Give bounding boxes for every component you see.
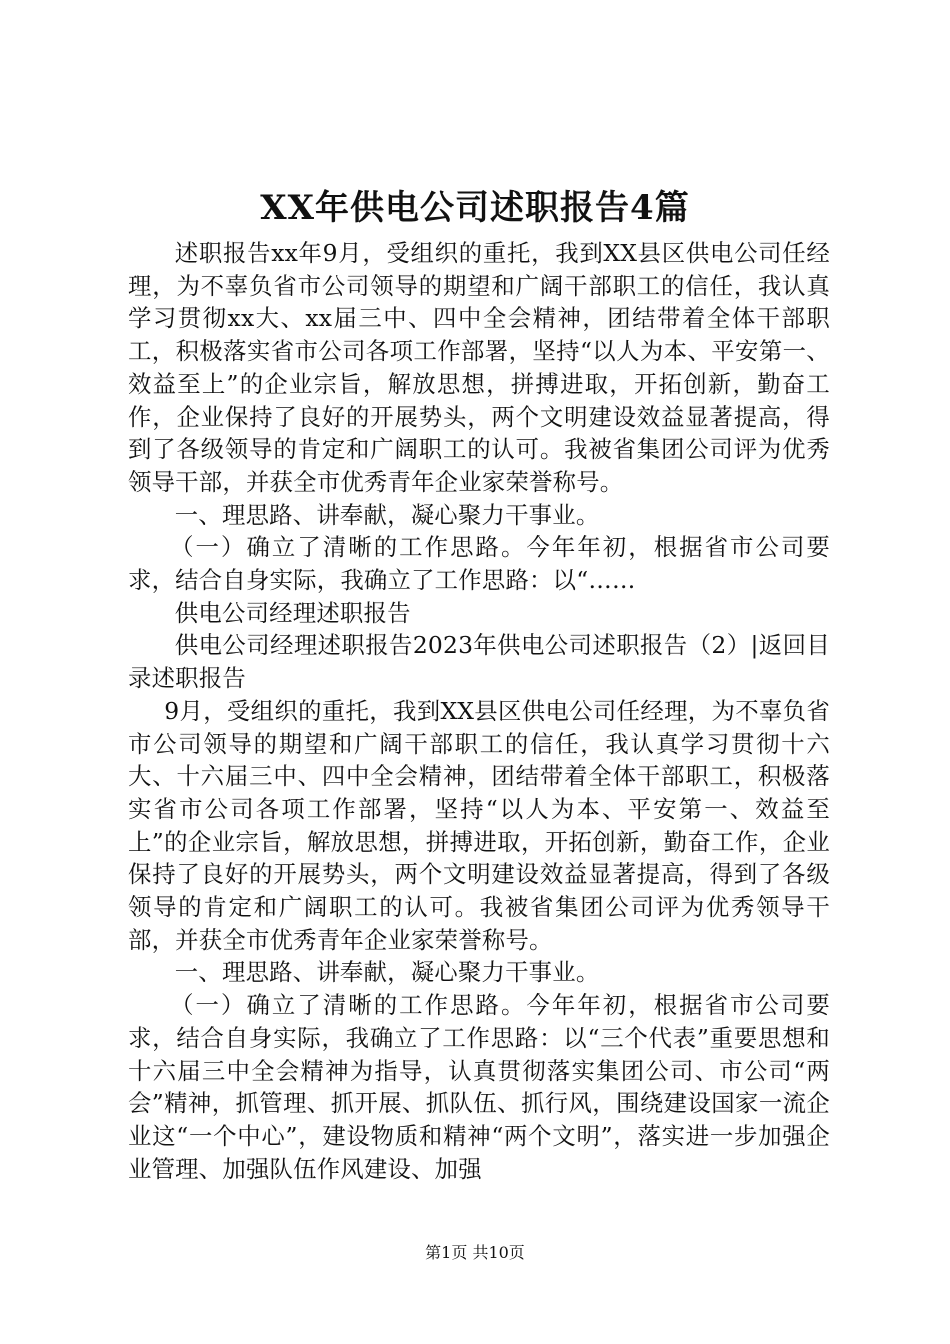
paragraph-work-idea-2: （一）确立了清晰的工作思路。今年年初，根据省市公司要求，结合自身实际，我确立了工作思路：以“三个代表”重要思想和十六届三中全会精神为指导，认真贯彻落实集团公司、市公司“两会”精神，抓管理、抓开展、抓队伍、抓行风，围绕建设国家一流企业这“一个中心”，建设物质和精神“两个文明”，落实进一步加强企业管理、加强队伍作风建设、加强 xyxy=(128,991,830,1183)
subtitle: 供电公司经理述职报告 xyxy=(174,598,411,627)
page-footer: 第1页 共10页 xyxy=(425,1243,525,1262)
paragraph-report: 9月，受组织的重托，我到XX县区供电公司任经理，为不辜负省市公司领导的期望和广阔干部职工的信任，我认真学习贯彻十六大、十六届三中、四中全会精神，团结带着全体干部职工，积极落实省市公司各项工作部署，坚持“以人为本、平安第一、效益至上”的企业宗旨，解放思想，拼搏进取，开拓创新，勤奋工作，企业保持了良好的开展势头，两个文明建设效益显著提高，得到了各级领导的肯定和广阔职工的认可。我被省集团公司评为优秀领导干部，并获全市优秀青年企业家荣誉称号。 xyxy=(128,696,830,954)
document-title: XX年供电公司述职报告4篇 xyxy=(260,188,690,228)
section-heading-2: 一、理思路、讲奉献，凝心聚力干事业。 xyxy=(174,958,600,987)
section-heading: 一、理思路、讲奉献，凝心聚力干事业。 xyxy=(174,500,600,529)
paragraph-toc-link: 供电公司经理述职报告2023年供电公司述职报告（2）|返回目录述职报告 xyxy=(128,631,830,693)
paragraph-intro: 述职报告xx年9月，受组织的重托，我到XX县区供电公司任经理，为不辜负省市公司领导的期望和广阔干部职工的信任，我认真学习贯彻xx大、xx届三中、四中全会精神，团结带着全体干部职工，积极落实省市公司各项工作部署，坚持“以人为本、平安第一、效益至上”的企业宗旨，解放思想，拼搏进取，开拓创新，勤奋工作，企业保持了良好的开展势头，两个文明建设效益显著提高，得到了各级领导的肯定和广阔职工的认可。我被省集团公司评为优秀领导干部，并获全市优秀青年企业家荣誉称号。 xyxy=(128,239,830,496)
paragraph-work-idea: （一）确立了清晰的工作思路。今年年初，根据省市公司要求，结合自身实际，我确立了工作思路：以“…… xyxy=(128,533,830,595)
document-body xyxy=(128,237,830,1185)
